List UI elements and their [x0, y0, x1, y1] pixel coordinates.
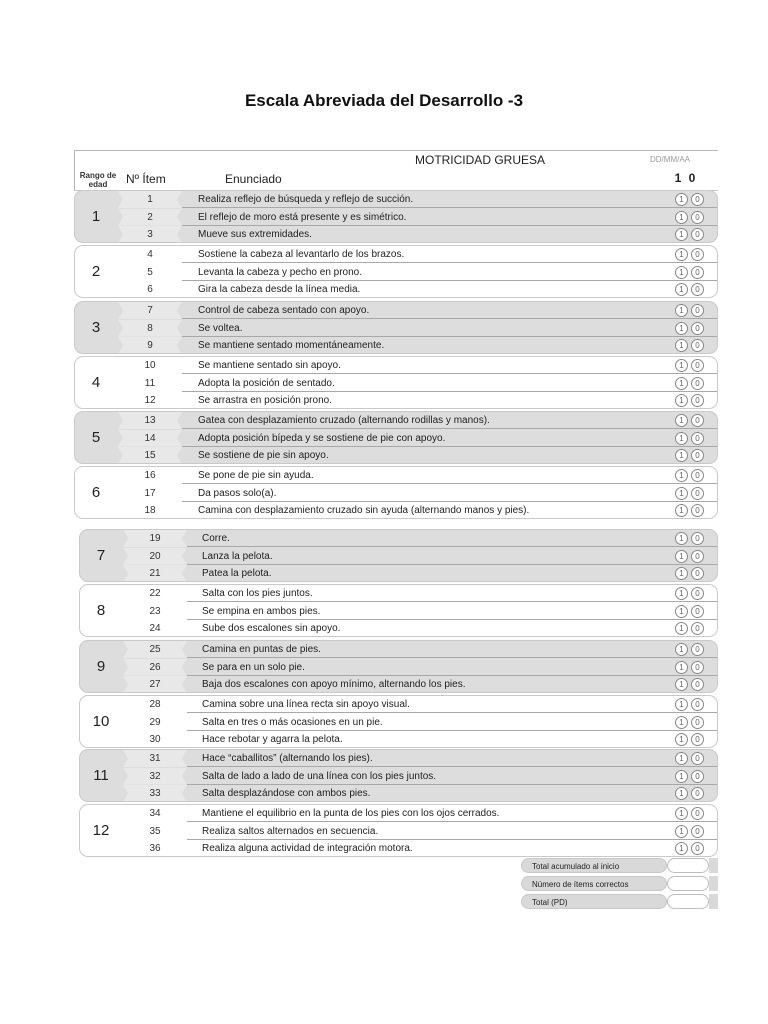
item-number: 4 — [147, 249, 153, 260]
score-one-option[interactable]: 1 — [675, 622, 688, 635]
score-zero-option[interactable]: 0 — [691, 752, 704, 765]
item-number: 17 — [144, 487, 156, 499]
score-zero-option[interactable]: 0 — [691, 807, 704, 820]
score-zero-option[interactable]: 0 — [691, 643, 704, 656]
age-group-5 — [74, 411, 718, 464]
total-input-pd[interactable] — [667, 894, 709, 909]
score-zero-option[interactable]: 0 — [691, 414, 704, 427]
item-number: 30 — [149, 734, 161, 745]
item-row — [75, 226, 717, 243]
item-statement: Salta desplazándose con ambos pies. — [202, 788, 371, 799]
score-one-option[interactable]: 1 — [675, 716, 688, 729]
item-statement: Gira la cabeza desde la línea media. — [198, 284, 361, 295]
item-statement: Levanta la cabeza y pecho en prono. — [198, 266, 363, 278]
item-row — [80, 530, 717, 547]
item-row — [80, 565, 717, 582]
item-statement: Gatea con desplazamiento cruzado (alternando rodillas y manos). — [198, 415, 490, 426]
score-zero-option[interactable]: 0 — [691, 359, 704, 372]
age-group-12 — [79, 804, 718, 857]
score-one-option[interactable]: 1 — [675, 770, 688, 783]
item-number: 14 — [144, 432, 156, 444]
score-zero-option[interactable]: 0 — [691, 283, 704, 296]
score-one-option[interactable]: 1 — [675, 266, 688, 279]
item-number: 21 — [149, 568, 161, 579]
item-row — [75, 264, 717, 281]
score-zero-option[interactable]: 0 — [691, 733, 704, 746]
score-zero-option[interactable]: 0 — [691, 193, 704, 206]
item-statement: Sube dos escalones sin apoyo. — [202, 623, 341, 634]
item-row — [75, 209, 717, 226]
item-number: 1 — [147, 194, 153, 205]
score-zero-option[interactable]: 0 — [691, 698, 704, 711]
item-row — [75, 357, 717, 374]
item-row — [75, 375, 717, 392]
score-one-option[interactable]: 1 — [675, 377, 688, 390]
item-row — [75, 320, 717, 337]
item-statement: Salta con los pies juntos. — [202, 588, 313, 599]
item-statement: Salta de lado a lado de una línea con los pies juntos. — [202, 770, 437, 782]
score-zero-option[interactable]: 0 — [691, 469, 704, 482]
item-number: 12 — [144, 395, 156, 406]
score-one-option[interactable]: 1 — [675, 550, 688, 563]
age-range-label: 5 — [91, 429, 101, 446]
item-number: 31 — [149, 753, 161, 764]
item-row — [80, 805, 717, 822]
item-number: 35 — [149, 825, 161, 837]
score-one-option[interactable]: 1 — [675, 643, 688, 656]
age-group-9 — [79, 640, 718, 693]
score-one-option[interactable]: 1 — [675, 248, 688, 261]
item-number: 18 — [144, 505, 156, 516]
age-range-label: 2 — [91, 263, 101, 280]
item-row — [75, 337, 717, 354]
item-row — [80, 620, 717, 637]
item-number: 36 — [149, 843, 161, 854]
score-one-option[interactable]: 1 — [675, 283, 688, 296]
score-zero-option[interactable]: 0 — [691, 716, 704, 729]
score-one-option[interactable]: 1 — [675, 587, 688, 600]
score-zero-option[interactable]: 0 — [691, 678, 704, 691]
item-number: 29 — [149, 716, 161, 728]
item-statement: Camina en puntas de pies. — [202, 644, 321, 655]
item-number: 32 — [149, 770, 161, 782]
item-statement: Hace rebotar y agarra la pelota. — [202, 734, 343, 745]
item-statement: Camina sobre una línea recta sin apoyo visual. — [202, 699, 410, 710]
score-one-option[interactable]: 1 — [675, 228, 688, 241]
total-label-pd: Total (PD) — [521, 894, 667, 909]
item-row — [75, 302, 717, 319]
item-number: 16 — [144, 470, 156, 481]
item-number: 23 — [149, 605, 161, 617]
item-row — [80, 750, 717, 767]
item-statement: Se mantiene sentado sin apoyo. — [198, 360, 341, 371]
score-one-option[interactable]: 1 — [675, 339, 688, 352]
item-number: 9 — [147, 340, 153, 351]
score-zero-option[interactable]: 0 — [691, 587, 704, 600]
score-zero-option[interactable]: 0 — [691, 787, 704, 800]
item-number: 15 — [144, 450, 156, 461]
score-zero-option[interactable]: 0 — [691, 661, 704, 674]
item-number: 25 — [149, 644, 161, 655]
item-row — [80, 641, 717, 658]
score-zero-option[interactable]: 0 — [691, 567, 704, 580]
score-one-option[interactable]: 1 — [675, 698, 688, 711]
score-zero-option[interactable]: 0 — [691, 339, 704, 352]
item-row — [75, 246, 717, 263]
score-zero-option[interactable]: 0 — [691, 304, 704, 317]
item-number: 2 — [147, 211, 153, 223]
score-one-option[interactable]: 1 — [675, 414, 688, 427]
column-header-rango: Rango de edad — [79, 171, 117, 189]
item-number: 26 — [149, 661, 161, 673]
item-number: 5 — [147, 266, 153, 278]
age-group-8 — [79, 584, 718, 637]
age-group-4 — [74, 356, 718, 409]
item-number: 19 — [149, 533, 161, 544]
score-one-option[interactable]: 1 — [675, 211, 688, 224]
score-zero-option[interactable]: 0 — [691, 605, 704, 618]
score-one-option[interactable]: 1 — [675, 394, 688, 407]
item-statement: Sostiene la cabeza al levantarlo de los brazos. — [198, 249, 405, 260]
item-row — [80, 585, 717, 602]
score-one-option[interactable]: 1 — [675, 469, 688, 482]
item-row — [80, 696, 717, 713]
section-title: MOTRICIDAD GRUESA — [414, 153, 545, 167]
item-number: 20 — [149, 550, 161, 562]
item-row — [80, 714, 717, 731]
item-row — [80, 548, 717, 565]
score-zero-option[interactable]: 0 — [691, 622, 704, 635]
score-one-option[interactable]: 1 — [675, 432, 688, 445]
age-group-3 — [74, 301, 718, 354]
age-range-label: 7 — [96, 547, 106, 564]
item-row — [80, 676, 717, 693]
item-statement: Corre. — [202, 533, 230, 544]
item-number: 24 — [149, 623, 161, 634]
score-one-option[interactable]: 1 — [675, 322, 688, 335]
age-range-label: 4 — [91, 374, 101, 391]
score-one-option[interactable]: 1 — [675, 842, 688, 855]
item-row — [75, 281, 717, 298]
score-zero-option[interactable]: 0 — [691, 266, 704, 279]
score-zero-option[interactable]: 0 — [691, 770, 704, 783]
score-one-option[interactable]: 1 — [675, 825, 688, 838]
score-zero-option[interactable]: 0 — [691, 394, 704, 407]
item-statement: Realiza reflejo de búsqueda y reflejo de succión. — [198, 194, 414, 205]
score-one-option[interactable]: 1 — [675, 449, 688, 462]
score-zero-option[interactable]: 0 — [691, 550, 704, 563]
total-input-inicio[interactable] — [667, 858, 709, 873]
age-range-label: 8 — [96, 602, 106, 619]
item-statement: Se empina en ambos pies. — [202, 605, 321, 617]
score-zero-option[interactable]: 0 — [691, 322, 704, 335]
item-statement: Lanza la pelota. — [202, 550, 273, 562]
score-one-option[interactable]: 1 — [675, 532, 688, 545]
item-statement: Camina con desplazamiento cruzado sin ayuda (alternando manos y pies). — [198, 505, 530, 516]
item-statement: Control de cabeza sentado con apoyo. — [198, 305, 370, 316]
score-one-option[interactable]: 1 — [675, 787, 688, 800]
item-number: 34 — [149, 808, 161, 819]
score-one-option[interactable]: 1 — [675, 678, 688, 691]
item-row — [75, 392, 717, 409]
score-zero-option[interactable]: 0 — [691, 228, 704, 241]
header-top-rule — [74, 150, 718, 151]
score-one-option[interactable]: 1 — [675, 504, 688, 517]
item-statement: Se para en un solo pie. — [202, 661, 305, 673]
score-one-option[interactable]: 1 — [675, 567, 688, 580]
item-statement: Se voltea. — [198, 322, 243, 334]
column-header-score: 1 0 — [674, 171, 698, 185]
score-one-option[interactable]: 1 — [675, 487, 688, 500]
item-number: 27 — [149, 679, 161, 690]
column-header-item: Nº Ítem — [126, 172, 166, 186]
age-range-label: 11 — [93, 767, 109, 784]
score-zero-option[interactable]: 0 — [691, 487, 704, 500]
item-number: 11 — [144, 377, 156, 389]
item-statement: Se sostiene de pie sin apoyo. — [198, 450, 329, 461]
item-number: 13 — [144, 415, 156, 426]
item-row — [80, 768, 717, 785]
score-zero-option[interactable]: 0 — [691, 504, 704, 517]
item-row — [75, 447, 717, 464]
item-number: 22 — [149, 588, 161, 599]
item-row — [80, 603, 717, 620]
score-zero-option[interactable]: 0 — [691, 449, 704, 462]
score-one-option[interactable]: 1 — [675, 304, 688, 317]
score-one-option[interactable]: 1 — [675, 605, 688, 618]
item-number: 10 — [144, 360, 156, 371]
item-row — [80, 731, 717, 748]
total-label-correctos: Número de ítems correctos — [521, 876, 667, 891]
age-group-6 — [74, 466, 718, 519]
item-row — [80, 823, 717, 840]
item-statement: Mueve sus extremidades. — [198, 229, 312, 240]
age-group-11 — [79, 749, 718, 802]
score-zero-option[interactable]: 0 — [691, 825, 704, 838]
score-zero-option[interactable]: 0 — [691, 211, 704, 224]
item-statement: El reflejo de moro está presente y es simétrico. — [198, 211, 407, 223]
age-range-label: 3 — [91, 319, 101, 336]
age-range-label: 9 — [96, 658, 106, 675]
age-range-label: 1 — [91, 208, 101, 225]
item-row — [80, 785, 717, 802]
total-tail — [709, 876, 718, 891]
item-statement: Salta en tres o más ocasiones en un pie. — [202, 716, 383, 728]
total-label-inicio: Total acumulado al inicio — [521, 858, 667, 873]
item-statement: Baja dos escalones con apoyo mínimo, alternando los pies. — [202, 679, 466, 690]
column-header-enunciado: Enunciado — [225, 172, 282, 186]
item-statement: Se pone de pie sin ayuda. — [198, 470, 314, 481]
score-zero-option[interactable]: 0 — [691, 432, 704, 445]
item-statement: Hace “caballitos” (alternando los pies). — [202, 753, 373, 764]
score-one-option[interactable]: 1 — [675, 752, 688, 765]
age-range-label: 12 — [92, 822, 110, 839]
item-statement: Se mantiene sentado momentáneamente. — [198, 340, 385, 351]
age-group-10 — [79, 695, 718, 748]
item-statement: Patea la pelota. — [202, 568, 272, 579]
page-title: Escala Abreviada del Desarrollo -3 — [244, 91, 524, 110]
score-zero-option[interactable]: 0 — [691, 248, 704, 261]
item-statement: Realiza alguna actividad de integración motora. — [202, 843, 413, 854]
score-zero-option[interactable]: 0 — [691, 842, 704, 855]
score-one-option[interactable]: 1 — [675, 359, 688, 372]
item-row — [75, 485, 717, 502]
item-statement: Mantiene el equilibrio en la punta de los pies con los ojos cerrados. — [202, 808, 500, 819]
total-tail — [709, 894, 718, 909]
item-number: 3 — [147, 229, 153, 240]
item-statement: Realiza saltos alternados en secuencia. — [202, 825, 379, 837]
item-row — [80, 659, 717, 676]
item-statement: Adopta la posición de sentado. — [198, 377, 335, 389]
item-row — [75, 191, 717, 208]
item-statement: Da pasos solo(a). — [198, 487, 277, 499]
item-row — [75, 502, 717, 519]
item-number: 6 — [147, 284, 153, 295]
score-one-option[interactable]: 1 — [675, 661, 688, 674]
total-input-correctos[interactable] — [667, 876, 709, 891]
item-number: 28 — [149, 699, 161, 710]
item-statement: Se arrastra en posición prono. — [198, 395, 332, 406]
age-range-label: 6 — [91, 484, 101, 501]
score-one-option[interactable]: 1 — [675, 733, 688, 746]
item-number: 33 — [149, 788, 161, 799]
score-zero-option[interactable]: 0 — [691, 532, 704, 545]
age-group-1 — [74, 190, 718, 243]
item-row — [80, 840, 717, 857]
item-row — [75, 467, 717, 484]
item-row — [75, 412, 717, 429]
age-range-label: 10 — [92, 713, 110, 730]
date-label: DD/MM/AA — [650, 155, 690, 164]
item-statement: Adopta posición bípeda y se sostiene de pie con apoyo. — [198, 432, 446, 444]
score-one-option[interactable]: 1 — [675, 807, 688, 820]
age-group-7 — [79, 529, 718, 582]
item-number: 8 — [147, 322, 153, 334]
item-row — [75, 430, 717, 447]
score-zero-option[interactable]: 0 — [691, 377, 704, 390]
score-one-option[interactable]: 1 — [675, 193, 688, 206]
age-group-2 — [74, 245, 718, 298]
item-number: 7 — [147, 305, 153, 316]
total-tail — [709, 858, 718, 873]
